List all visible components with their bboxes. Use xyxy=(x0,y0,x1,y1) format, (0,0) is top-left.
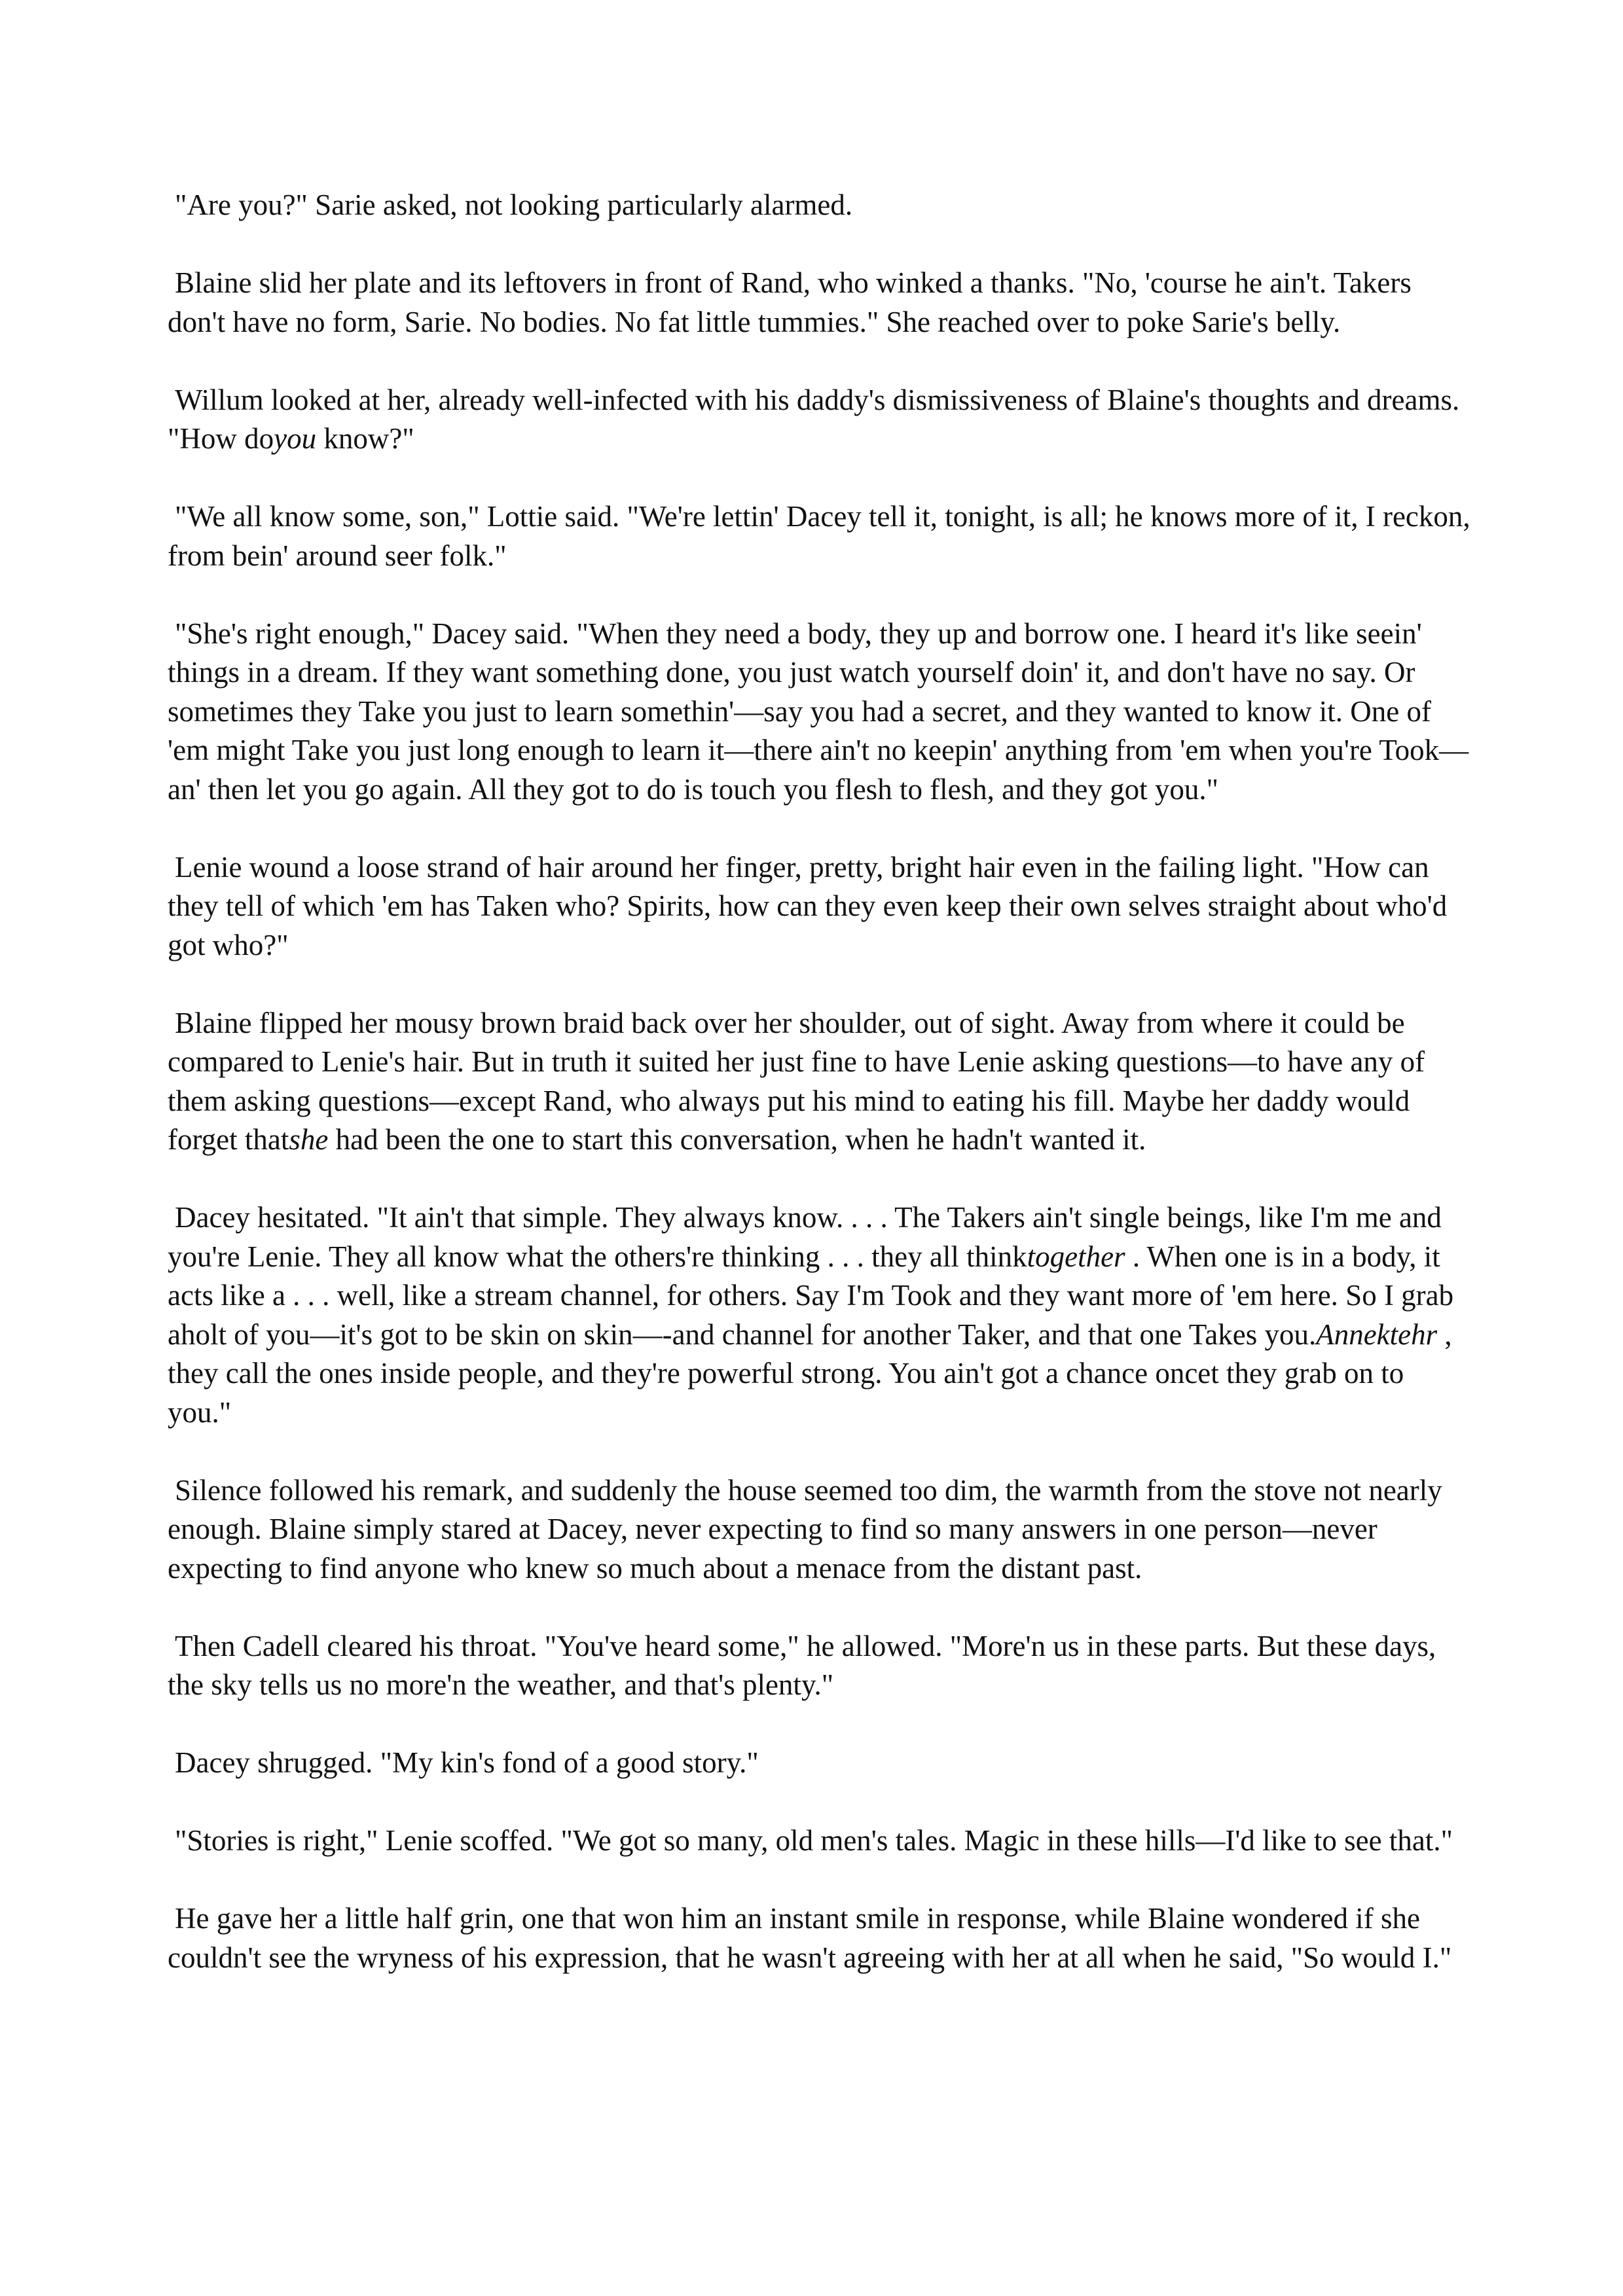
document-page xyxy=(168,186,1470,2017)
paragraph-12: "Stories is right," Lenie scoffed. "We got so many, old men's tales. Magic in these hills—I'd like to see that." xyxy=(175,1824,1453,1857)
paragraph-6: Lenie wound a loose strand of hair around her finger, pretty, bright hair even in the failing light. "How can they tell of which 'em has Taken who? Spirits, how can they even keep their own selves straight about who'd got who?" xyxy=(168,850,1448,961)
paragraph-5: "She's right enough," Dacey said. "When they need a body, they up and borrow one. I heard it's like seein' things in a dream. If they want something done, you just watch yourself doin' it, and don't have no say. Or sometimes they Take you just to learn somethin'—say you had a secret, and they wanted to know it. One of 'em might Take you just long enough to learn it—there ain't no keepin' anything from 'em when you're Took—an' then let you go again. All they got to do is touch you flesh to flesh, and they got you." xyxy=(168,617,1469,806)
paragraph-4: "We all know some, son," Lottie said. "We're lettin' Dacey tell it, tonight, is all; he knows more of it, I reckon, from bein' around seer folk." xyxy=(168,500,1470,572)
paragraph-1: "Are you?" Sarie asked, not looking particularly alarmed. xyxy=(175,188,853,221)
paragraph-13: He gave her a little half grin, one that won him an instant smile in response, while Blaine wondered if she couldn't see the wryness of his expression, that he wasn't agreeing with her at all when he said, "So would I." xyxy=(168,1902,1452,1974)
paragraph-11: Dacey shrugged. "My kin's fond of a good story." xyxy=(175,1746,759,1779)
paragraph-7: Blaine flipped her mousy brown braid back over her shoulder, out of sight. Away from where it could be compared to Lenie's hair. But in truth it suited her just fine to have Lenie asking questions—to have any of them asking questions—except Rand, who always put his mind to eating his fill. Maybe her daddy would forget thatshe had been the one to start this conversation, when he hadn't wanted it. xyxy=(168,1006,1425,1156)
paragraph-3: Willum looked at her, already well-infected with his daddy's dismissiveness of Blaine's thoughts and dreams. "How doyou know?" xyxy=(168,383,1460,455)
paragraph-10: Then Cadell cleared his throat. "You've heard some," he allowed. "More'n us in these parts. But these days, the sky tells us no more'n the weather, and that's plenty." xyxy=(168,1629,1436,1701)
paragraph-2: Blaine slid her plate and its leftovers in front of Rand, who winked a thanks. "No, 'course he ain't. Takers don't have no form, Sarie. No bodies. No fat little tummies." She reached over to poke Sarie's belly. xyxy=(168,266,1412,338)
paragraph-8: Dacey hesitated. "It ain't that simple. They always know. . . . The Takers ain't single beings, like I'm me and you're Lenie. They all know what the others're thinking . . . they all thinktogether . When one is in a body, it acts like a . . . well, like a stream channel, for others. Say I'm Took and they want more of 'em here. So I grab aholt of you—it's got to be skin on skin—-and channel for another Taker, and that one Takes you.Annektehr , they call the ones inside people, and they're powerful strong. You ain't got a chance oncet they grab on to you." xyxy=(168,1201,1454,1429)
paragraph-9: Silence followed his remark, and suddenly the house seemed too dim, the warmth from the stove not nearly enough. Blaine simply stared at Dacey, never expecting to find so many answers in one person—never expecting to find anyone who knew so much about a menace from the distant past. xyxy=(168,1473,1442,1585)
